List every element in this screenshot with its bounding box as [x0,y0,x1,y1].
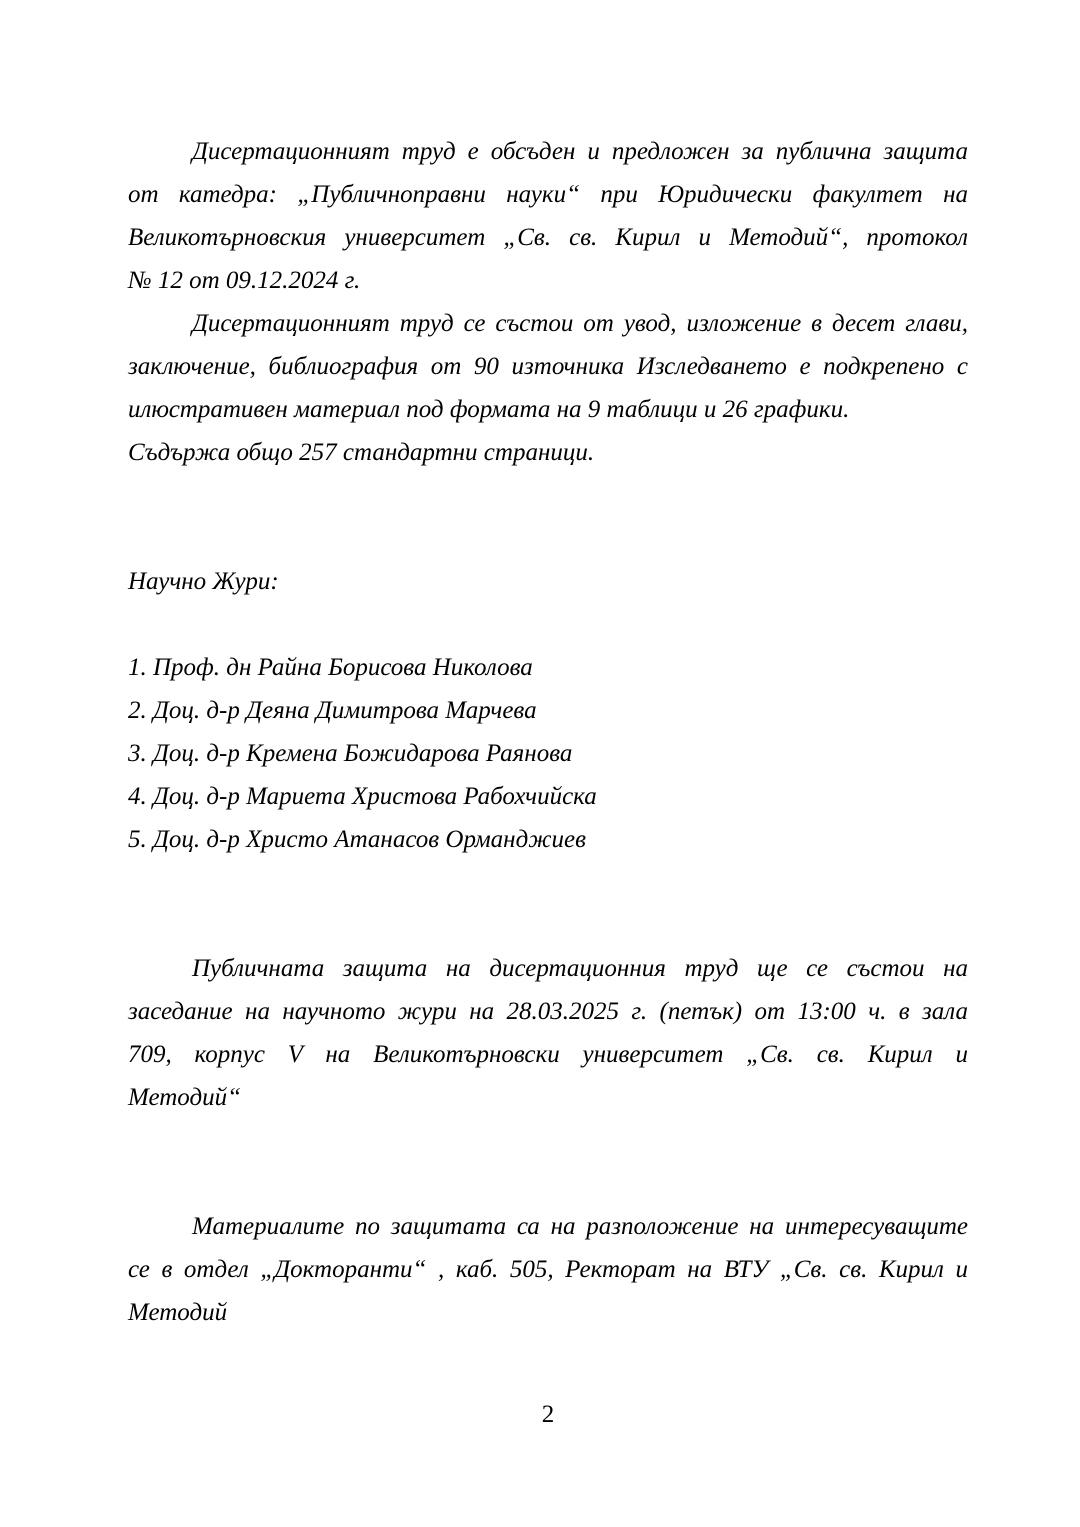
text-line: Материалите по защитата са на разположение на интересуващите [192,1213,968,1240]
paragraph-contents [128,302,968,431]
text-line: Публичната защита на дисертационния труд ще се състои на [192,955,968,982]
text-line: Съдържа общо 257 стандартни страници. [128,439,595,466]
page-content [128,130,968,1334]
text-line: заседание на научното жури на 28.03.2025 г. (петък) от 13:00 ч. в зала [128,998,968,1025]
jury-heading: Научно Жури: [128,568,279,595]
paragraph-materials-location [128,1205,968,1334]
text-line: 709, корпус V на Великотърновски университет „Св. св. Кирил и [128,1041,968,1068]
text-line: 5. Доц. д-р Христо Атанасов Орманджиев [128,826,586,853]
text-line: 2. Доц. д-р Деяна Димитрова Марчева [128,697,537,724]
page-number: 2 [541,1401,555,1428]
text-line: Методий“ [128,1084,242,1111]
text-line: илюстративен материал под формата на 9 таблици и 26 графики. [128,396,850,423]
paragraph-pages-count [128,431,968,474]
text-line: 1. Проф. дн Райна Борисова Николова [128,654,533,681]
jury-list [128,646,968,861]
text-line: № 12 от 09.12.2024 г. [128,267,361,294]
text-line: се в отдел „Докторанти“ , каб. 505, Ректорат на ВТУ „Св. св. Кирил и [128,1256,968,1283]
text-line: заключение, библиография от 90 източника Изследването е подкрепено с [128,353,968,380]
text-line: 3. Доц. д-р Кремена Божидарова Раянова [128,740,573,767]
text-line: 4. Доц. д-р Мариета Христова Рабохчийска [128,783,597,810]
text-line: от катедра: „Публичноправни науки“ при Юридически факултет на [128,181,968,208]
text-line: Дисертационният труд се състои от увод, изложение в десет глави, [192,310,968,337]
text-line: Дисертационният труд е обсъден и предложен за публична защита [192,138,968,165]
paragraph-discussion [128,130,968,302]
paragraph-defense-schedule [128,947,968,1119]
text-line: Методий [128,1299,228,1326]
text-line: Великотърновския университет „Св. св. Кирил и Методий“, протокол [128,224,968,251]
